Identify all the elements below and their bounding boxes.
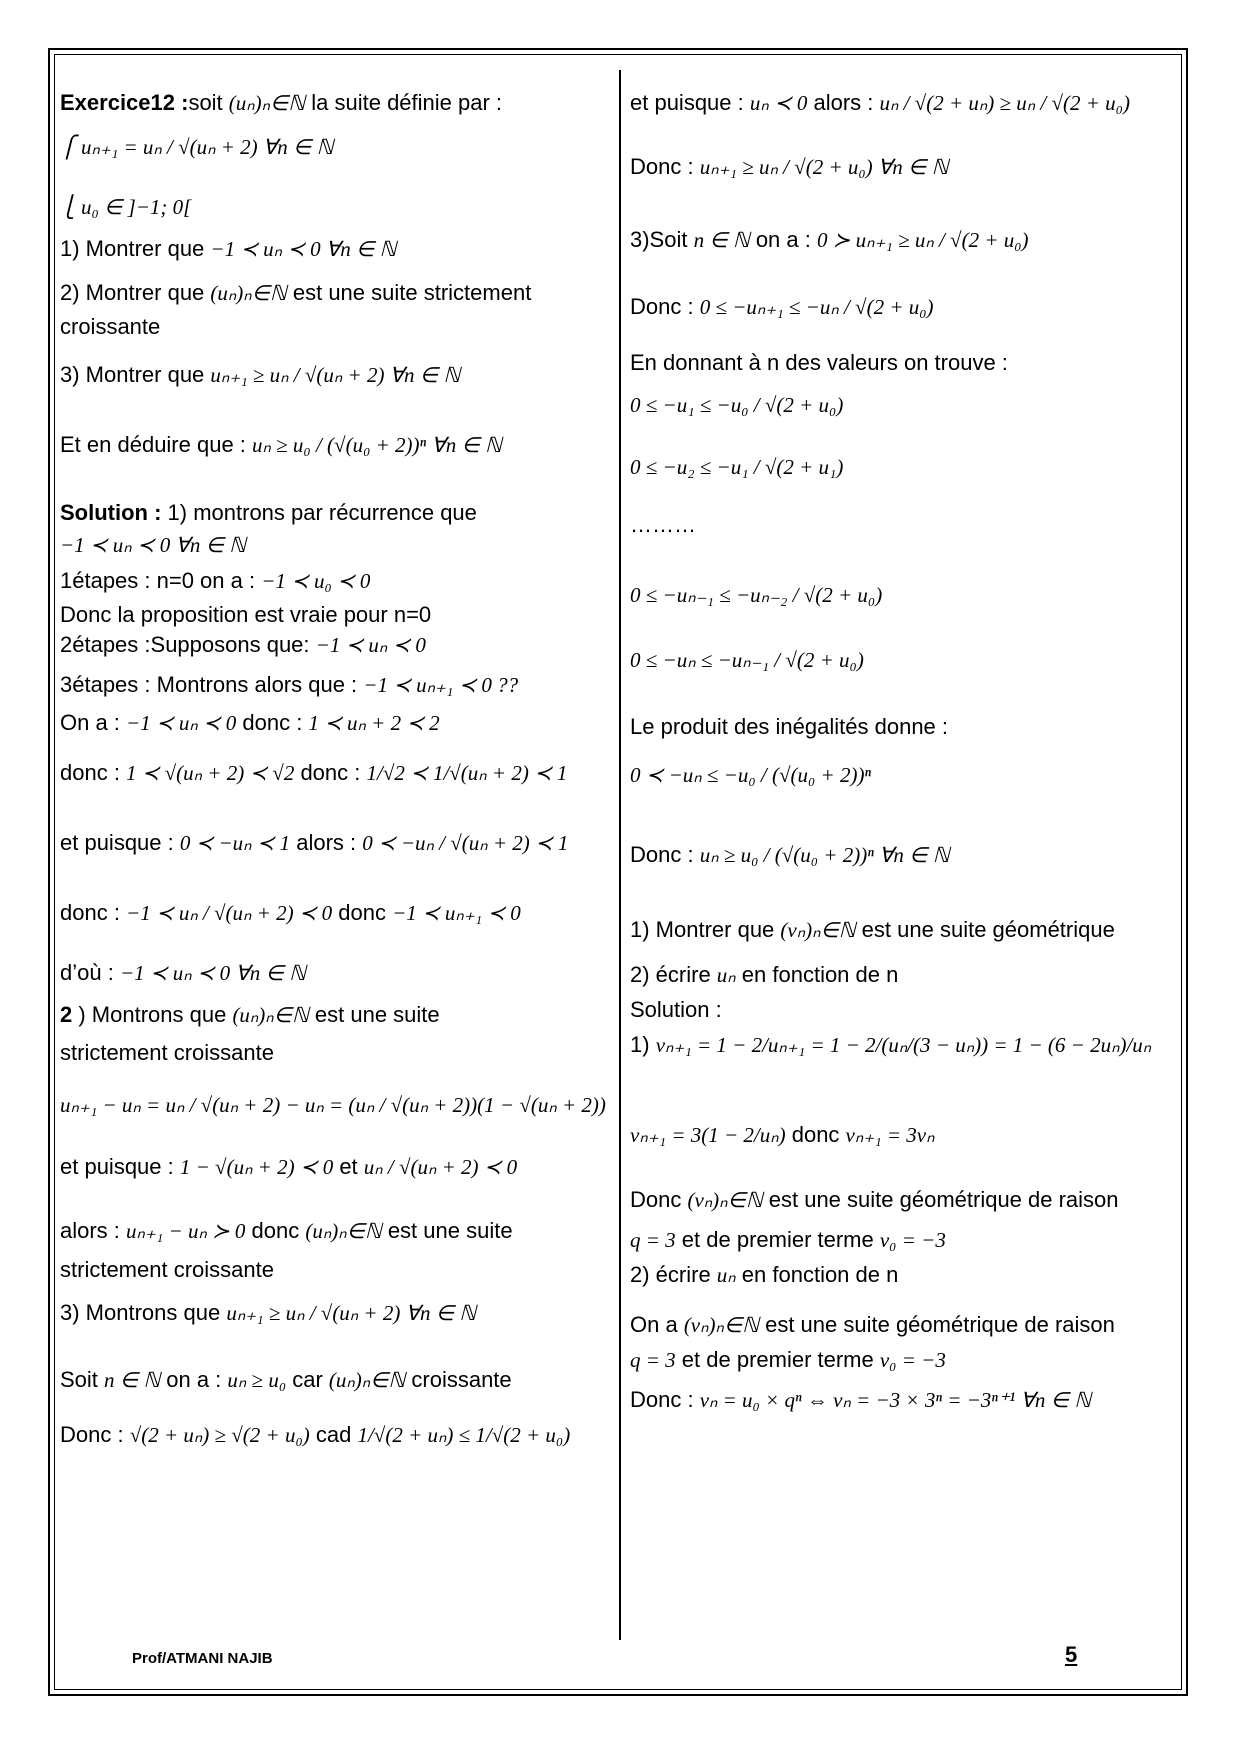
text-run: en fonction de n <box>735 962 899 987</box>
left-line-24 <box>60 1216 513 1246</box>
text-run: et puisque : <box>60 1154 180 1179</box>
right-line-5: En donnant à n des valeurs on trouve : <box>630 350 1008 375</box>
math-expression: uₙ <box>716 963 736 987</box>
math-expression: uₙ ≥ u₀ / (√(u₀ + 2))ⁿ ∀n ∈ ℕ <box>252 433 502 457</box>
math-expression: −1 ≺ u₀ ≺ 0 <box>261 569 371 593</box>
left-line-9 <box>60 498 477 528</box>
left-line-3: ⎩ u₀ ∈ ]−1; 0[ <box>60 195 192 219</box>
math-expression: −1 ≺ uₙ₊₁ ≺ 0 <box>392 901 521 925</box>
left-line-17 <box>60 828 568 858</box>
math-expression: (vₙ)ₙ∈ℕ <box>683 1313 759 1337</box>
math-expression: v₀ = −3 <box>879 1348 946 1372</box>
text-run: On a : <box>60 710 127 735</box>
math-expression: uₙ₊₁ ≥ uₙ / √(uₙ + 2) ∀n ∈ ℕ <box>226 1301 477 1325</box>
text-run: Soit <box>60 1367 105 1392</box>
right-line-3 <box>630 225 1029 255</box>
footer-author: Prof/ATMANI NAJIB <box>132 1650 273 1667</box>
right-line-2 <box>630 152 948 182</box>
text-run: on a : <box>160 1367 228 1392</box>
text-run: est une suite géométrique de raison <box>758 1312 1115 1337</box>
math-expression: 1/√2 ≺ 1/√(uₙ + 2) ≺ 1 <box>366 761 568 785</box>
bold-label: 2 <box>60 1002 73 1027</box>
math-expression: 1/√(2 + uₙ) ≤ 1/√(2 + u₀) <box>357 1423 571 1447</box>
text-run: donc <box>245 1218 306 1243</box>
math-expression: uₙ ≥ u₀ / (√(u₀ + 2))ⁿ ∀n ∈ ℕ <box>699 843 950 867</box>
right-line-1 <box>630 88 1130 118</box>
text-run: 1) montrons par récurrence que <box>167 500 477 525</box>
text-run: croissante <box>405 1367 512 1392</box>
math-expression: uₙ₊₁ ≥ uₙ / √(2 + u₀) ∀n ∈ ℕ <box>699 155 949 179</box>
text-run: Donc : <box>630 1387 700 1412</box>
left-line-16 <box>60 758 567 788</box>
text-run: donc <box>332 900 393 925</box>
left-line-2: ⎧ uₙ₊₁ = uₙ / √(uₙ + 2) ∀n ∈ ℕ <box>60 135 334 159</box>
math-expression: −1 ≺ uₙ ≺ 0 <box>315 633 426 657</box>
text-run: 3)Soit <box>630 227 694 252</box>
math-expression: 0 ≺ −uₙ ≺ 1 <box>179 831 291 855</box>
math-expression: 0 ≤ −uₙ₊₁ ≤ −uₙ / √(2 + u₀) <box>699 295 934 319</box>
text-run: 3étapes : Montrons alors que : <box>60 672 364 697</box>
text-run: donc : <box>60 900 127 925</box>
text-run: et de premier terme <box>675 1227 880 1252</box>
text-run: 1) <box>630 1032 656 1057</box>
left-line-7 <box>60 360 460 390</box>
left-line-19 <box>60 958 306 988</box>
right-line-7: 0 ≤ −u₂ ≤ −u₁ / √(2 + u₁) <box>630 455 844 479</box>
text-run: d’où : <box>60 960 120 985</box>
right-line-16: Solution : <box>630 997 722 1022</box>
text-run: Donc <box>630 1187 688 1212</box>
text-run: Donc : <box>630 154 700 179</box>
math-expression: 0 ≻ uₙ₊₁ ≥ uₙ / √(2 + u₀) <box>816 228 1029 252</box>
left-line-13 <box>60 630 426 660</box>
text-run: ) Montrons que <box>72 1002 233 1027</box>
math-expression: 0 ≺ −uₙ / √(uₙ + 2) ≺ 1 <box>362 831 569 855</box>
text-run: donc : <box>294 760 367 785</box>
bold-label: Exercice12 : <box>60 90 189 115</box>
text-run: 3) Montrons que <box>60 1300 227 1325</box>
bold-label: Solution : <box>60 500 168 525</box>
text-run: on a : <box>749 227 817 252</box>
math-expression: −1 ≺ uₙ ≺ 0 <box>126 711 237 735</box>
text-run: donc : <box>236 710 309 735</box>
math-expression: −1 ≺ uₙ ≺ 0 ∀n ∈ ℕ <box>119 961 306 985</box>
text-run: et puisque : <box>60 830 180 855</box>
right-line-19 <box>630 1185 1119 1215</box>
left-line-25: strictement croissante <box>60 1257 274 1282</box>
math-expression: (uₙ)ₙ∈ℕ <box>232 1003 309 1027</box>
left-line-23 <box>60 1152 517 1182</box>
left-line-15 <box>60 708 440 738</box>
right-line-9: 0 ≤ −uₙ₋₁ ≤ −uₙ₋₂ / √(2 + u₀) <box>630 583 883 607</box>
math-expression: −1 ≺ uₙ / √(uₙ + 2) ≺ 0 <box>126 901 333 925</box>
left-line-8 <box>60 430 502 460</box>
math-expression: vₙ₊₁ = 1 − 2/uₙ₊₁ = 1 − 2/(uₙ/(3 − uₙ)) = 1 − (6 − 2uₙ)/uₙ <box>655 1033 1152 1057</box>
left-line-12: Donc la proposition est vraie pour n=0 <box>60 602 432 627</box>
math-expression: (uₙ)ₙ∈ℕ <box>228 91 306 115</box>
text-run: en fonction de n <box>735 1262 899 1287</box>
text-run: 1) Montrer que <box>630 917 781 942</box>
math-expression: (vₙ)ₙ∈ℕ <box>780 918 856 942</box>
text-run: car <box>286 1367 329 1392</box>
math-expression: vₙ = u₀ × qⁿ ⇔ vₙ = −3 × 3ⁿ = −3ⁿ⁺¹ ∀n ∈ ℕ <box>699 1388 1092 1412</box>
right-line-6: 0 ≤ −u₁ ≤ −u₀ / √(2 + u₀) <box>630 393 844 417</box>
math-expression: q = 3 <box>630 1348 676 1372</box>
text-run: est une suite strictement <box>286 280 532 305</box>
text-run: et <box>333 1154 364 1179</box>
right-line-4 <box>630 292 934 322</box>
left-line-27 <box>60 1365 512 1395</box>
right-line-21 <box>630 1260 898 1290</box>
math-expression: 1 − √(uₙ + 2) ≺ 0 <box>179 1155 334 1179</box>
text-run: alors : <box>290 830 363 855</box>
math-expression: vₙ₊₁ = 3vₙ <box>845 1123 935 1147</box>
math-expression: uₙ ≺ 0 <box>749 91 808 115</box>
text-run: On a <box>630 1312 684 1337</box>
math-expression: (uₙ)ₙ∈ℕ <box>328 1368 406 1392</box>
text-run: cad <box>309 1422 358 1447</box>
left-line-18 <box>60 898 521 928</box>
right-line-18 <box>630 1120 934 1150</box>
math-expression: uₙ / √(2 + uₙ) ≥ uₙ / √(2 + u₀) <box>879 91 1130 115</box>
right-line-15 <box>630 960 898 990</box>
text-run: 2) écrire <box>630 962 717 987</box>
math-expression: 1 ≺ uₙ + 2 ≺ 2 <box>308 711 440 735</box>
math-expression: uₙ / √(uₙ + 2) ≺ 0 <box>363 1155 518 1179</box>
text-run: Donc : <box>630 842 700 867</box>
math-expression: uₙ <box>716 1263 736 1287</box>
text-run: et puisque : <box>630 90 750 115</box>
left-line-22: uₙ₊₁ − uₙ = uₙ / √(uₙ + 2) − uₙ = (uₙ / √(uₙ + 2))(1 − √(uₙ + 2)) <box>60 1093 606 1117</box>
text-run: alors : <box>60 1218 127 1243</box>
text-run: 1étapes : n=0 on a : <box>60 568 262 593</box>
left-line-28 <box>60 1420 570 1450</box>
page-number: 5 <box>1065 1642 1078 1667</box>
text-run: Donc : <box>60 1422 130 1447</box>
math-expression: q = 3 <box>630 1228 676 1252</box>
right-line-17 <box>630 1030 1151 1060</box>
math-expression: n ∈ ℕ <box>693 228 750 252</box>
left-line-20 <box>60 1000 440 1030</box>
text-run: est une suite géométrique <box>855 917 1115 942</box>
text-run: Et en déduire que : <box>60 432 253 457</box>
text-run: Donc : <box>630 294 700 319</box>
left-line-21: strictement croissante <box>60 1040 274 1065</box>
left-line-10: −1 ≺ uₙ ≺ 0 ∀n ∈ ℕ <box>60 533 246 557</box>
right-line-11: Le produit des inégalités donne : <box>630 714 949 739</box>
left-line-26 <box>60 1298 476 1328</box>
math-expression: v₀ = −3 <box>879 1228 946 1252</box>
text-run: soit <box>188 90 229 115</box>
left-line-6: croissante <box>60 314 161 339</box>
left-line-11 <box>60 566 370 596</box>
math-expression: vₙ₊₁ = 3(1 − 2/uₙ) <box>630 1123 786 1147</box>
right-line-20 <box>630 1225 946 1255</box>
right-line-22 <box>630 1310 1115 1340</box>
left-line-1 <box>60 88 502 118</box>
right-line-23 <box>630 1345 946 1375</box>
math-expression: uₙ₊₁ ≥ uₙ / √(uₙ + 2) ∀n ∈ ℕ <box>210 363 461 387</box>
text-run: 2) Montrer que <box>60 280 211 305</box>
right-line-13 <box>630 840 950 870</box>
text-run: 2) écrire <box>630 1262 717 1287</box>
math-expression: (uₙ)ₙ∈ℕ <box>210 281 287 305</box>
column-divider <box>619 70 621 1640</box>
left-line-5 <box>60 278 531 308</box>
right-line-24 <box>630 1385 1091 1415</box>
text-run: 1) Montrer que <box>60 236 211 261</box>
right-line-12: 0 ≺ −uₙ ≤ −u₀ / (√(u₀ + 2))ⁿ <box>630 763 872 787</box>
math-expression: √(2 + uₙ) ≥ √(2 + u₀) <box>129 1423 310 1447</box>
text-run: donc : <box>60 760 127 785</box>
left-line-14 <box>60 670 518 700</box>
text-run: donc <box>785 1122 846 1147</box>
text-run: et de premier terme <box>675 1347 880 1372</box>
math-expression: 1 ≺ √(uₙ + 2) ≺ √2 <box>126 761 295 785</box>
math-expression: −1 ≺ uₙ ≺ 0 ∀n ∈ ℕ <box>210 237 397 261</box>
math-expression: uₙ₊₁ − uₙ ≻ 0 <box>126 1219 246 1243</box>
text-run: est une suite <box>381 1218 513 1243</box>
math-expression: uₙ ≥ u₀ <box>227 1368 287 1392</box>
math-expression: (uₙ)ₙ∈ℕ <box>305 1219 382 1243</box>
right-line-10: 0 ≤ −uₙ ≤ −uₙ₋₁ / √(2 + u₀) <box>630 648 864 672</box>
math-expression: n ∈ ℕ <box>104 1368 161 1392</box>
math-expression: (vₙ)ₙ∈ℕ <box>687 1188 763 1212</box>
text-run: 2étapes :Supposons que: <box>60 632 316 657</box>
text-run: alors : <box>807 90 880 115</box>
text-run: est une suite géométrique de raison <box>762 1187 1119 1212</box>
text-run: la suite définie par : <box>305 90 503 115</box>
math-expression: −1 ≺ uₙ₊₁ ≺ 0 ?? <box>363 673 519 697</box>
right-line-8: ……… <box>630 512 696 537</box>
right-line-14 <box>630 915 1115 945</box>
left-line-4 <box>60 234 396 264</box>
text-run: est une suite <box>308 1002 440 1027</box>
text-run: 3) Montrer que <box>60 362 211 387</box>
